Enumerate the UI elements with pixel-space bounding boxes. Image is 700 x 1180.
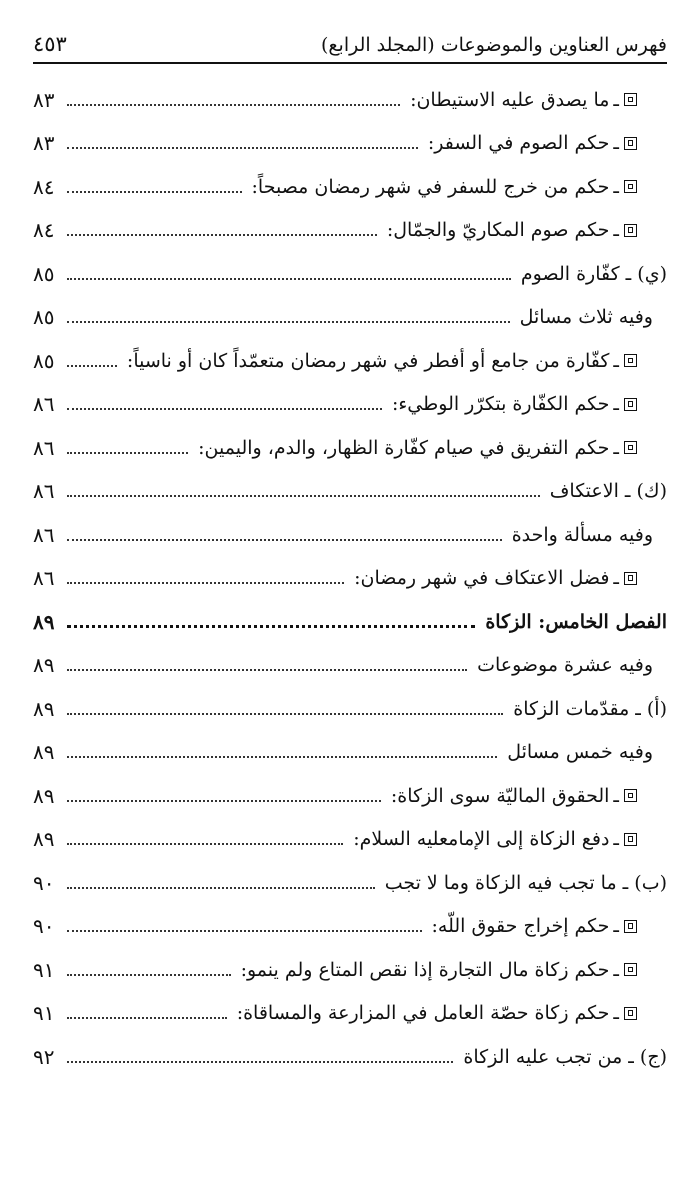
square-bullet-icon xyxy=(624,354,637,367)
toc-entry-page: ٨٥ xyxy=(33,305,55,330)
square-bullet-icon xyxy=(624,137,637,150)
square-bullet-icon xyxy=(624,833,637,846)
toc-entry-title: حكم من خرج للسفر في شهر رمضان مصبحاً: xyxy=(251,175,610,198)
toc-entry-title: حكم الصوم في السفر: xyxy=(427,132,610,155)
toc-entry xyxy=(33,774,667,818)
dot-leader xyxy=(67,1017,227,1019)
dot-leader xyxy=(67,321,510,323)
dot-leader xyxy=(67,408,382,410)
square-bullet-icon xyxy=(624,963,637,976)
toc-entry xyxy=(33,470,667,514)
toc-entry-page: ٩١ xyxy=(33,1001,55,1026)
toc-entry-title: دفع الزكاة إلى الإمامعليه السلام: xyxy=(353,828,610,851)
toc-entry-title: وفيه ثلاث مسائل xyxy=(519,306,653,329)
page-header xyxy=(33,24,667,64)
entry-dash: ـ xyxy=(613,436,619,459)
toc-entry-title: وفيه مسألة واحدة xyxy=(511,523,653,546)
dot-leader xyxy=(67,582,344,584)
entry-dash: ـ xyxy=(613,349,619,372)
toc-entry-page: ٨٩ xyxy=(33,696,55,721)
entry-dash: ـ xyxy=(613,828,619,851)
toc-entry xyxy=(33,644,667,688)
toc-entry xyxy=(33,165,667,209)
toc-entry-title: (ج) ـ من تجب عليه الزكاة xyxy=(463,1045,667,1068)
square-bullet-icon xyxy=(624,224,637,237)
dot-leader xyxy=(67,539,502,541)
toc-entry-title: حكم زكاة مال التجارة إذا نقص المتاع ولم ينمو: xyxy=(240,958,610,981)
square-bullet-icon xyxy=(624,180,637,193)
toc-entry xyxy=(33,78,667,122)
toc-entry xyxy=(33,731,667,775)
dot-leader xyxy=(67,365,117,367)
toc-entry-page: ٨٤ xyxy=(33,218,55,243)
toc-entry-page: ٨٦ xyxy=(33,479,55,504)
entry-dash: ـ xyxy=(613,393,619,416)
toc-entry-page: ٨٦ xyxy=(33,435,55,460)
toc-entry-page: ٨٩ xyxy=(33,783,55,808)
entry-dash: ـ xyxy=(613,1002,619,1025)
dot-leader xyxy=(67,843,343,845)
entry-dash: ـ xyxy=(613,88,619,111)
dot-leader xyxy=(67,756,497,758)
toc-entry-title: الحقوق الماليّة سوى الزكاة: xyxy=(390,784,610,807)
toc-entry-page: ٩١ xyxy=(33,957,55,982)
toc-entry-page: ٨٦ xyxy=(33,392,55,417)
toc-entry xyxy=(33,296,667,340)
toc-entry-page: ٨٩ xyxy=(33,740,55,765)
entry-dash: ـ xyxy=(613,567,619,590)
toc-entry xyxy=(33,687,667,731)
toc-entry-title: حكم التفريق في صيام كفّارة الظهار، والدم، واليمين: xyxy=(198,436,610,459)
toc-entry xyxy=(33,339,667,383)
toc-entry-page: ٨٩ xyxy=(33,609,55,634)
toc-entry xyxy=(33,383,667,427)
square-bullet-icon xyxy=(624,789,637,802)
entry-dash: ـ xyxy=(613,915,619,938)
toc-entry-title: فضل الاعتكاف في شهر رمضان: xyxy=(354,567,610,590)
dot-leader xyxy=(67,930,422,932)
toc-entry-title: كفّارة من جامع أو أفطر في شهر رمضان متعمّداً كان أو ناسياً: xyxy=(126,349,610,372)
dot-leader xyxy=(67,625,475,628)
toc-entry xyxy=(33,992,667,1036)
square-bullet-icon xyxy=(624,572,637,585)
toc-entry xyxy=(33,122,667,166)
dot-leader xyxy=(67,278,511,280)
toc-entry-page: ٩٠ xyxy=(33,870,55,895)
toc-entry xyxy=(33,948,667,992)
page-number: ٤٥٣ xyxy=(33,32,67,56)
entry-dash: ـ xyxy=(613,219,619,242)
toc-entry-page: ٨٩ xyxy=(33,827,55,852)
toc-entry xyxy=(33,905,667,949)
toc-entry-page: ٩٢ xyxy=(33,1044,55,1069)
running-title: فهرس العناوين والموضوعات (المجلد الرابع) xyxy=(321,34,667,56)
toc-entry xyxy=(33,1035,667,1079)
square-bullet-icon xyxy=(624,398,637,411)
toc-entry xyxy=(33,513,667,557)
toc-entry-page: ٨٩ xyxy=(33,653,55,678)
toc-entry-title: الفصل الخامس: الزكاة xyxy=(485,610,667,633)
toc-entry xyxy=(33,209,667,253)
toc-entry xyxy=(33,818,667,862)
toc-entry xyxy=(33,252,667,296)
toc-entry-title: (ب) ـ ما تجب فيه الزكاة وما لا تجب xyxy=(384,871,667,894)
toc-entry-page: ٨٥ xyxy=(33,348,55,373)
dot-leader xyxy=(67,104,400,106)
dot-leader xyxy=(67,234,377,236)
toc-entry-title: حكم زكاة حصّة العامل في المزارعة والمساقاة: xyxy=(236,1002,610,1025)
toc-entry-page: ٨٤ xyxy=(33,174,55,199)
toc-entry-title: ما يصدق عليه الاستيطان: xyxy=(410,88,610,111)
toc-entry-page: ٩٠ xyxy=(33,914,55,939)
square-bullet-icon xyxy=(624,93,637,106)
dot-leader xyxy=(67,191,242,193)
square-bullet-icon xyxy=(624,920,637,933)
dot-leader xyxy=(67,800,381,802)
toc-entry-page: ٨٦ xyxy=(33,522,55,547)
toc-entry xyxy=(33,557,667,601)
toc-entry-page: ٨٦ xyxy=(33,566,55,591)
table-of-contents xyxy=(33,78,667,1079)
toc-entry-title: (ي) ـ كفّارة الصوم xyxy=(520,262,667,285)
dot-leader xyxy=(67,669,467,671)
toc-entry-title: وفيه خمس مسائل xyxy=(507,741,653,764)
dot-leader xyxy=(67,147,418,149)
dot-leader xyxy=(67,1061,453,1063)
dot-leader xyxy=(67,713,503,715)
dot-leader xyxy=(67,495,540,497)
entry-dash: ـ xyxy=(613,958,619,981)
toc-entry xyxy=(33,600,667,644)
toc-entry-page: ٨٥ xyxy=(33,261,55,286)
entry-dash: ـ xyxy=(613,175,619,198)
toc-entry-title: (أ) ـ مقدّمات الزكاة xyxy=(513,697,667,720)
toc-entry-title: (ك) ـ الاعتكاف xyxy=(549,480,667,503)
toc-entry-title: حكم إخراج حقوق اللّه: xyxy=(431,915,610,938)
dot-leader xyxy=(67,452,188,454)
toc-entry-page: ٨٣ xyxy=(33,87,55,112)
dot-leader xyxy=(67,974,231,976)
toc-entry-page: ٨٣ xyxy=(33,131,55,156)
toc-entry xyxy=(33,426,667,470)
square-bullet-icon xyxy=(624,441,637,454)
toc-entry-title: وفيه عشرة موضوعات xyxy=(477,654,653,677)
dot-leader xyxy=(67,887,375,889)
toc-entry-title: حكم الكفّارة بتكرّر الوطيء: xyxy=(391,393,610,416)
entry-dash: ـ xyxy=(613,784,619,807)
toc-entry-title: حكم صوم المكاريّ والجمّال: xyxy=(386,219,610,242)
entry-dash: ـ xyxy=(613,132,619,155)
toc-entry xyxy=(33,861,667,905)
square-bullet-icon xyxy=(624,1007,637,1020)
